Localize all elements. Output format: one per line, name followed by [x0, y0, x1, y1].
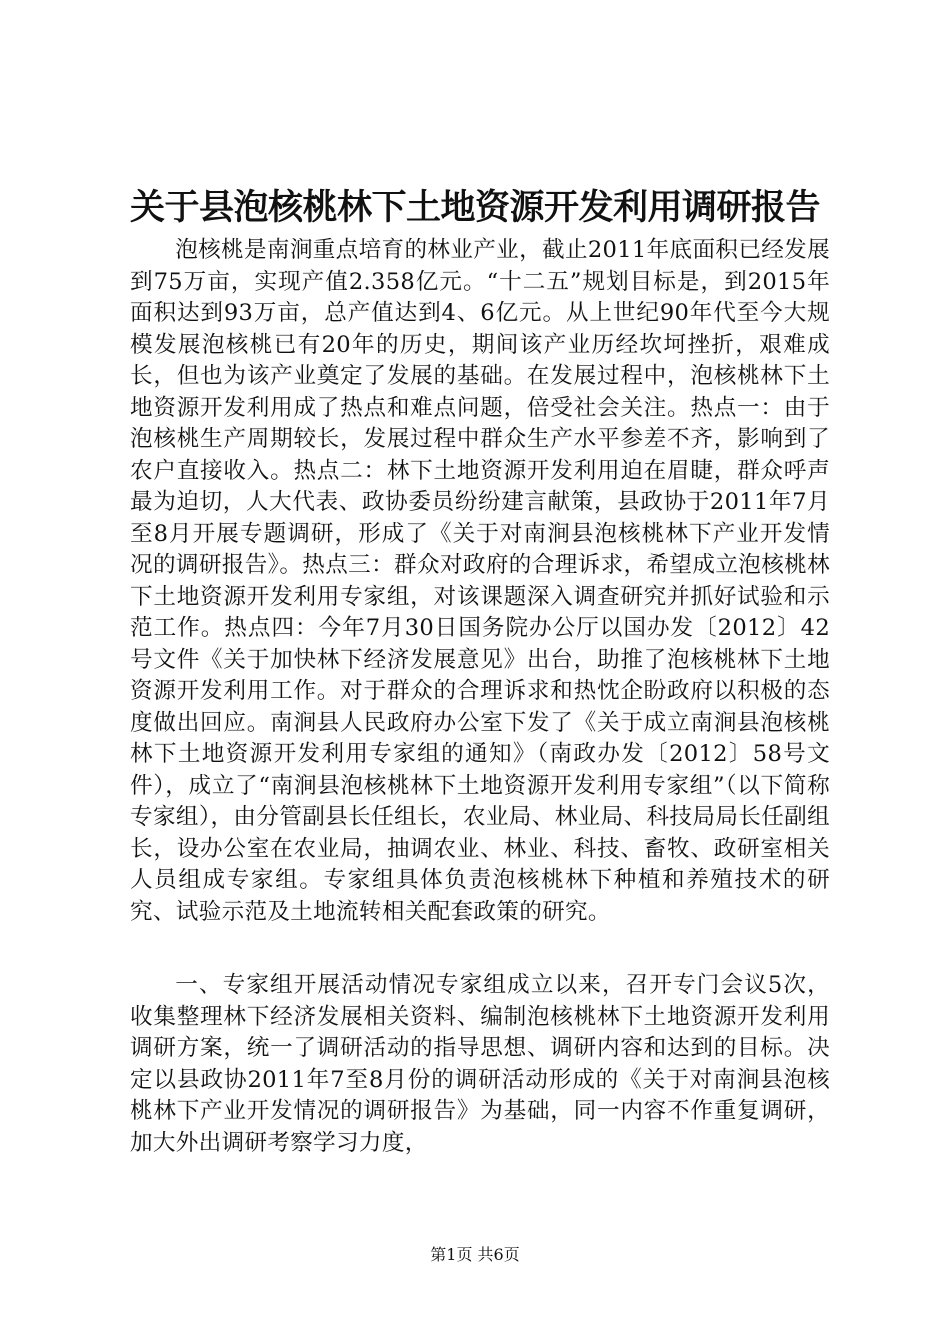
paragraph-intro: 泡核桃是南涧重点培育的林业产业，截止2011年底面积已经发展到75万亩，实现产值2.358亿元。“十二五”规划目标是，到2015年面积达到93万亩，总产值达到4、6亿元。从上世纪90年代至今大规模发展泡核桃已有20年的历史，期间该产业历经坎坷挫折，艰难成长，但也为该产业奠定了发展的基础。在发展过程中，泡核桃林下土地资源开发利用成了热点和难点问题，倍受社会关注。热点一：由于泡核桃生产周期较长，发展过程中群众生产水平参差不齐，影响到了农户直接收入。热点二：林下土地资源开发利用迫在眉睫，群众呼声最为迫切，人大代表、政协委员纷纷建言献策，县政协于2011年7月至8月开展专题调研，形成了《关于对南涧县泡核桃林下产业开发情况的调研报告》。热点三：群众对政府的合理诉求，希望成立泡核桃林下土地资源开发利用专家组，对该课题深入调查研究并抓好试验和示范工作。热点四：今年7月30日国务院办公厅以国办发〔2012〕42号文件《关于加快林下经济发展意见》出台，助推了泡核桃林下土地资源开发利用工作。对于群众的合理诉求和热忱企盼政府以积极的态度做出回应。南涧县人民政府办公室下发了《关于成立南涧县泡核桃林下土地资源开发利用专家组的通知》（南政办发〔2012〕58号文件），成立了“南涧县泡核桃林下土地资源开发利用专家组”（以下简称专家组），由分管副县长任组长，农业局、林业局、科技局局长任副组长，设办公室在农业局，抽调农业、林业、科技、畜牧、政研室相关人员组成专家组。专家组具体负责泡核桃林下种植和养殖技术的研究、试验示范及土地流转相关配套政策的研究。 — [130, 237, 830, 925]
document-title: 关于县泡核桃林下土地资源开发利用调研报告 — [130, 188, 821, 228]
page-footer: 第1页 共6页 — [430, 1245, 520, 1264]
paragraph-section-one: 一、专家组开展活动情况专家组成立以来，召开专门会议5次，收集整理林下经济发展相关资料、编制泡核桃林下土地资源开发利用调研方案，统一了调研活动的指导思想、调研内容和达到的目标。决定以县政协2011年7至8月份的调研活动形成的《关于对南涧县泡核桃林下产业开发情况的调研报告》为基础，同一内容不作重复调研，加大外出调研考察学习力度， — [130, 972, 830, 1156]
